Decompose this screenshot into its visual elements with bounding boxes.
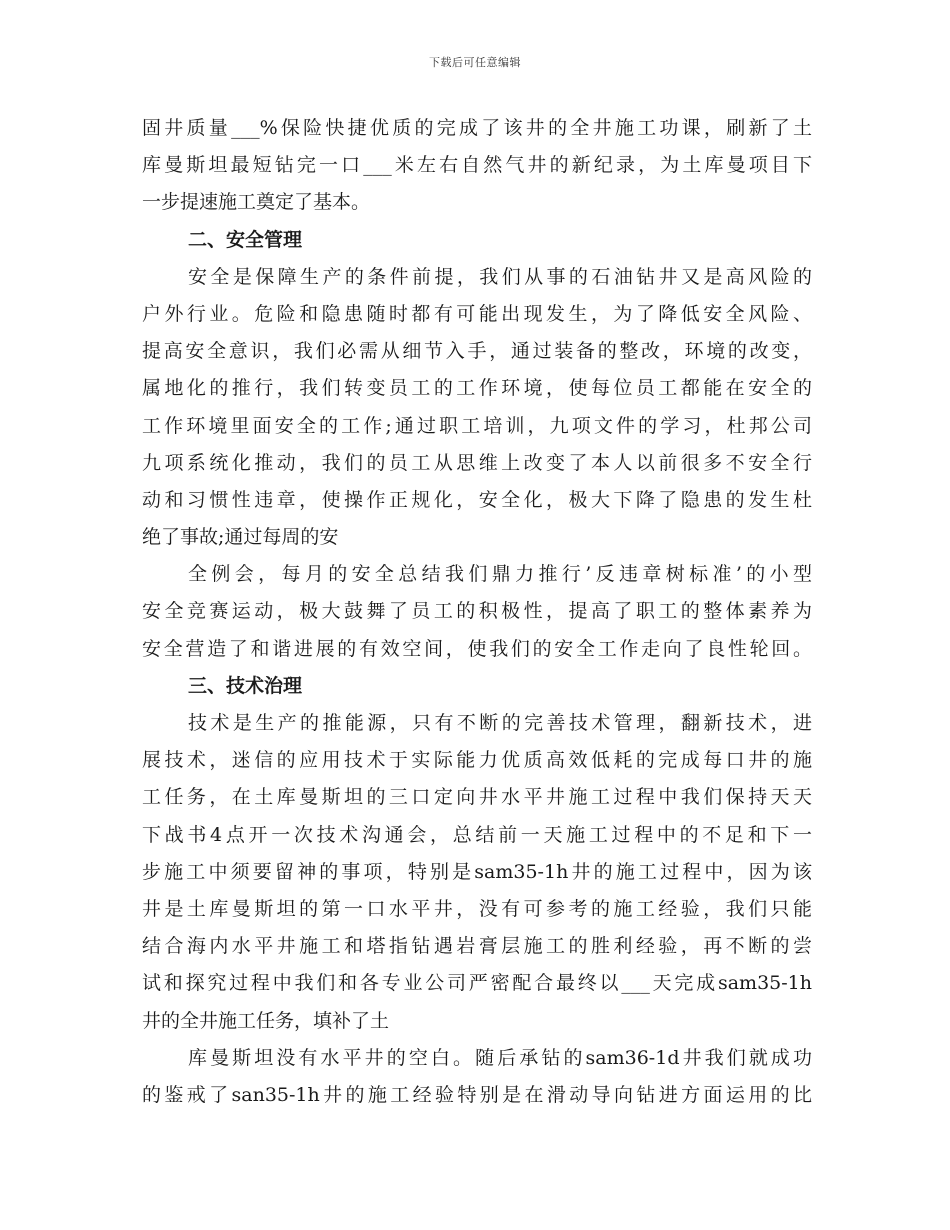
paragraph-line: 户外行业。危险和隐患随时都有可能出现发生，为了降低安全风险、 <box>142 302 812 325</box>
paragraph-line: 安全竞赛运动，极大鼓舞了员工的积极性，提高了职工的整体素养为 <box>142 600 812 623</box>
paragraph-line: 井是土库曼斯坦的第一口水平井，没有可参考的施工经验，我们只能 <box>142 897 812 920</box>
paragraph-line: 工任务，在土库曼斯坦的三口定向井水平井施工过程中我们保持天天 <box>142 786 812 809</box>
paragraph-line: 安全是保障生产的条件前提，我们从事的石油钻井又是高风险的 <box>188 265 812 288</box>
paragraph-line: 绝了事故;通过每周的安 <box>142 526 339 549</box>
page-header: 下载后可任意编辑 <box>429 56 521 69</box>
paragraph-line: 九项系统化推动，我们的员工从思维上改变了本人以前很多不安全行 <box>142 451 812 474</box>
paragraph-line: 下战书4点开一次技术沟通会，总结前一天施工过程中的不足和下一 <box>142 823 812 846</box>
paragraph-line: 安全营造了和谐进展的有效空间，使我们的安全工作走向了良性轮回。 <box>142 637 812 660</box>
paragraph-line: 试和探究过程中我们和各专业公司严密配合最终以___天完成sam35-1h <box>142 972 812 995</box>
document-body <box>142 110 812 1114</box>
paragraph-line: 结合海内水平井施工和塔指钻遇岩膏层施工的胜利经验，再不断的尝 <box>142 935 812 958</box>
paragraph-line: 库曼斯坦最短钻完一口___米左右自然气井的新纪录，为土库曼项目下 <box>142 154 812 177</box>
paragraph-line: 展技术，迷信的应用技术于实际能力优质高效低耗的完成每口井的施 <box>142 749 812 772</box>
paragraph-line: 属地化的推行，我们转变员工的工作环境，使每位员工都能在安全的 <box>142 377 812 400</box>
paragraph-line: 提高安全意识，我们必需从细节入手，通过装备的整改，环境的改变， <box>142 340 812 363</box>
section-heading: 三、技术治理 <box>188 674 303 697</box>
paragraph-line: 井的全井施工任务，填补了土 <box>142 1009 390 1032</box>
paragraph-line: 工作环境里面安全的工作;通过职工培训，九项文件的学习，杜邦公司 <box>142 414 812 437</box>
paragraph-line: 全例会，每月的安全总结我们鼎力推行’反违章树标准’的小型 <box>188 563 812 586</box>
paragraph-line: 固井质量___%保险快捷优质的完成了该井的全井施工功课，刷新了土 <box>142 117 812 139</box>
section-heading: 二、安全管理 <box>188 228 303 251</box>
paragraph-line: 库曼斯坦没有水平井的空白。随后承钻的sam36-1d井我们就成功 <box>188 1046 812 1069</box>
paragraph-line: 一步提速施工奠定了基本。 <box>142 191 371 214</box>
paragraph-line: 技术是生产的推能源，只有不断的完善技术管理，翻新技术，进 <box>188 712 812 734</box>
paragraph-line: 的鉴戒了san35-1h井的施工经验特别是在滑动导向钻进方面运用的比 <box>142 1083 812 1106</box>
paragraph-line: 动和习惯性违章，使操作正规化，安全化，极大下降了隐患的发生杜 <box>142 488 812 511</box>
paragraph-line: 步施工中须要留神的事项，特别是sam35-1h井的施工过程中，因为该 <box>142 860 812 883</box>
